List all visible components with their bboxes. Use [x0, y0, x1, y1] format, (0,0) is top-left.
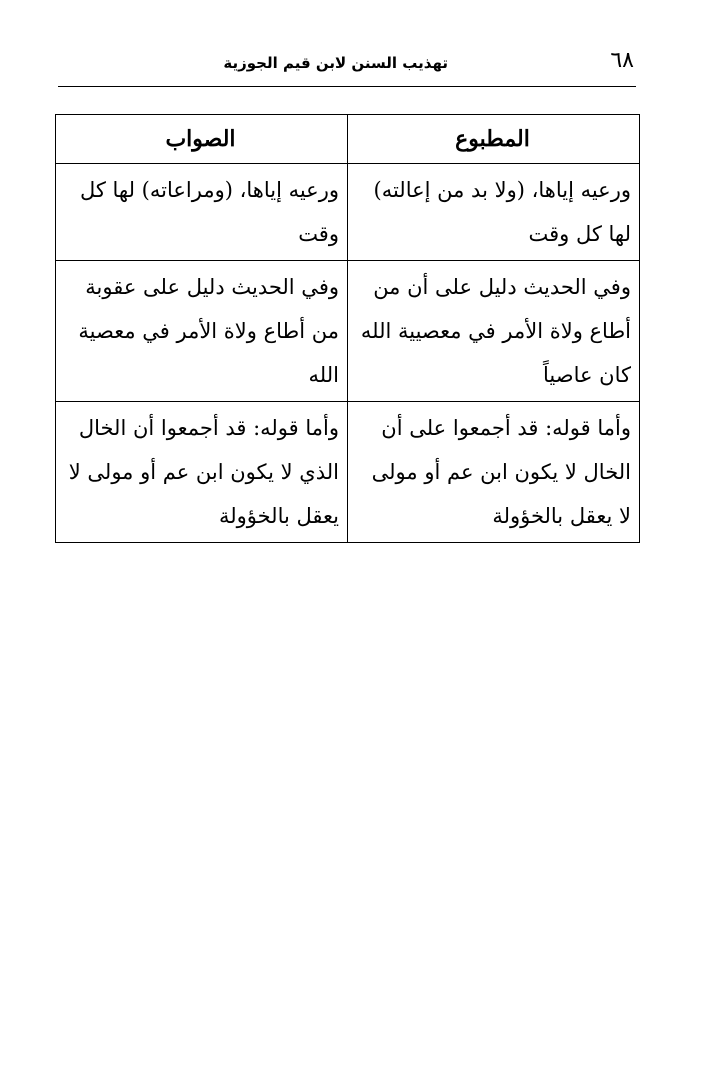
table-header-row — [56, 115, 640, 164]
table-row — [56, 261, 640, 402]
running-title: تهذيب السنن لابن قيم الجوزية — [223, 54, 448, 72]
page-number: ٦٨ — [610, 48, 634, 73]
cell-correct: وأما قوله: قد أجمعوا أن الخال الذي لا يكون ابن عم أو مولى لا يعقل بالخؤولة — [56, 402, 348, 543]
table-row — [56, 164, 640, 261]
cell-printed: وأما قوله: قد أجمعوا على أن الخال لا يكون ابن عم أو مولى لا يعقل بالخؤولة — [348, 402, 640, 543]
header-printed: المطبوع — [348, 115, 640, 164]
cell-correct: وفي الحديث دليل على عقوبة من أطاع ولاة الأمر في معصية الله — [56, 261, 348, 402]
table-row — [56, 402, 640, 543]
cell-correct: ورعيه إياها، (ومراعاته) لها كل وقت — [56, 164, 348, 261]
corrections-table — [55, 114, 640, 543]
cell-printed: ورعيه إياها، (ولا بد من إعالته) لها كل وقت — [348, 164, 640, 261]
header-correct: الصواب — [56, 115, 348, 164]
header-rule — [58, 86, 636, 87]
cell-printed: وفي الحديث دليل على أن من أطاع ولاة الأمر في معصيية الله كان عاصياً — [348, 261, 640, 402]
page-header — [58, 46, 636, 86]
